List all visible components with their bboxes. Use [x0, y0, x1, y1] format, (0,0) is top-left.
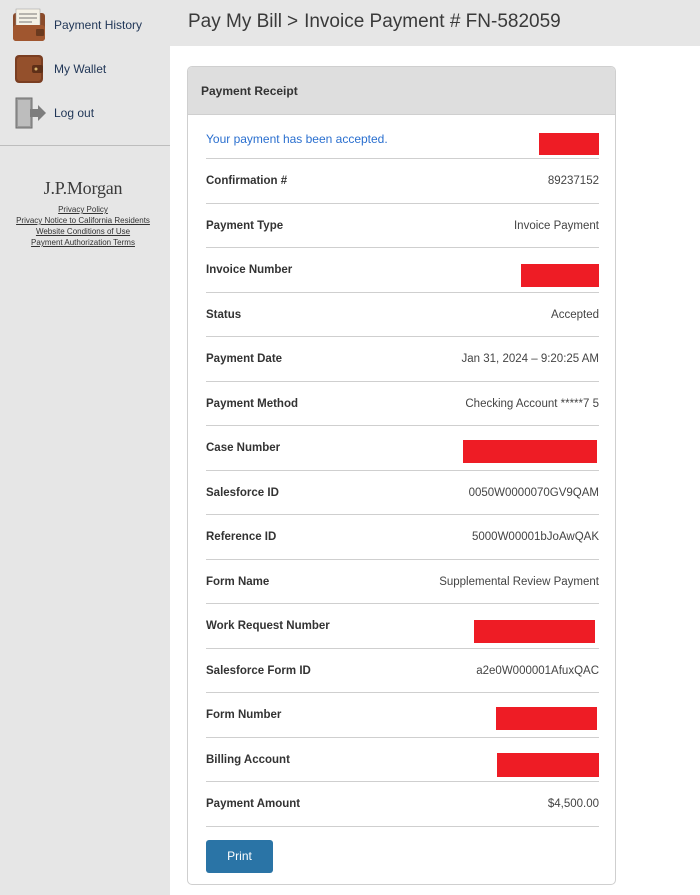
- row-label: Reference ID: [206, 531, 277, 543]
- row-label: Invoice Number: [206, 264, 293, 276]
- row-work-request-number: [206, 604, 599, 649]
- redacted-value: [497, 753, 599, 777]
- redacted-value: [463, 440, 597, 463]
- row-label: Form Number: [206, 709, 282, 721]
- redacted-value: [521, 264, 599, 287]
- row-value: 89237152: [547, 175, 599, 187]
- row-payment-type: [206, 204, 599, 249]
- sidebar: [0, 0, 170, 895]
- row-label: Payment Date: [206, 353, 283, 365]
- redacted-value: [539, 133, 599, 155]
- logout-door-icon: [10, 95, 48, 131]
- accepted-row: [206, 132, 599, 159]
- row-confirmation: [206, 159, 599, 204]
- wallet-history-icon: [10, 7, 48, 43]
- nav-payment-history-label: Payment History: [54, 18, 143, 32]
- row-label: Billing Account: [206, 753, 290, 766]
- row-value: 5000W00001bJoAwQAK: [471, 531, 599, 543]
- nav-my-wallet[interactable]: [10, 51, 106, 87]
- nav-payment-history[interactable]: [10, 7, 142, 43]
- row-form-name: [206, 560, 599, 605]
- row-value: $4,500.00: [547, 798, 599, 810]
- privacy-policy-link[interactable]: Privacy Policy: [58, 205, 108, 214]
- print-button[interactable]: Print: [206, 840, 273, 873]
- nav-log-out-label: Log out: [54, 106, 95, 120]
- wallet-icon: [10, 51, 48, 87]
- page-title: Invoice Payment # FN-582059: [304, 11, 561, 32]
- nav-log-out[interactable]: [10, 95, 94, 131]
- redacted-value: [496, 707, 597, 730]
- breadcrumb-pay-my-bill[interactable]: Pay My Bill: [188, 11, 282, 32]
- redacted-value: [474, 620, 595, 643]
- breadcrumb: [188, 11, 561, 33]
- row-form-number: [206, 693, 599, 738]
- row-payment-method: [206, 382, 599, 427]
- legal-links: [0, 204, 166, 248]
- brand-logo: J.P.Morgan: [43, 178, 123, 198]
- payment-authorization-link[interactable]: Payment Authorization Terms: [31, 238, 135, 247]
- row-salesforce-form-id: [206, 649, 599, 694]
- row-label: Salesforce ID: [206, 486, 279, 499]
- payment-receipt-card: [187, 66, 616, 885]
- row-reference-id: [206, 515, 599, 560]
- row-invoice-number: [206, 248, 599, 293]
- breadcrumb-separator: >: [286, 11, 299, 32]
- sidebar-divider: [0, 145, 170, 146]
- accepted-message: Your payment has been accepted.: [206, 132, 388, 146]
- row-payment-date: [206, 337, 599, 382]
- california-privacy-link[interactable]: Privacy Notice to California Residents: [16, 216, 150, 225]
- row-value: Supplemental Review Payment: [439, 575, 599, 588]
- row-label: Work Request Number: [206, 620, 330, 632]
- row-value: Jan 31, 2024 – 9:20:25 AM: [461, 353, 599, 365]
- row-value: a2e0W000001AfuxQAC: [476, 664, 599, 677]
- row-value: Invoice Payment: [513, 219, 599, 232]
- row-label: Payment Method: [206, 397, 299, 410]
- row-value: 0050W0000070GV9QAM: [468, 486, 599, 499]
- row-label: Payment Type: [206, 219, 284, 232]
- row-billing-account: [206, 738, 599, 783]
- row-value: Accepted: [551, 308, 599, 321]
- row-label: Case Number: [206, 442, 281, 454]
- top-bar: [170, 0, 700, 46]
- row-label: Salesforce Form ID: [206, 664, 311, 677]
- row-salesforce-id: [206, 471, 599, 516]
- row-label: Form Name: [206, 575, 270, 588]
- receipt-title: Payment Receipt: [188, 67, 615, 115]
- row-case-number: [206, 426, 599, 471]
- row-label: Status: [206, 308, 242, 321]
- row-label: Confirmation #: [206, 175, 288, 187]
- website-conditions-link[interactable]: Website Conditions of Use: [35, 227, 131, 236]
- row-status: [206, 293, 599, 338]
- row-label: Payment Amount: [206, 798, 301, 810]
- row-payment-amount: [206, 782, 599, 827]
- row-value: Checking Account *****7 5: [465, 397, 599, 410]
- nav-my-wallet-label: My Wallet: [54, 62, 107, 76]
